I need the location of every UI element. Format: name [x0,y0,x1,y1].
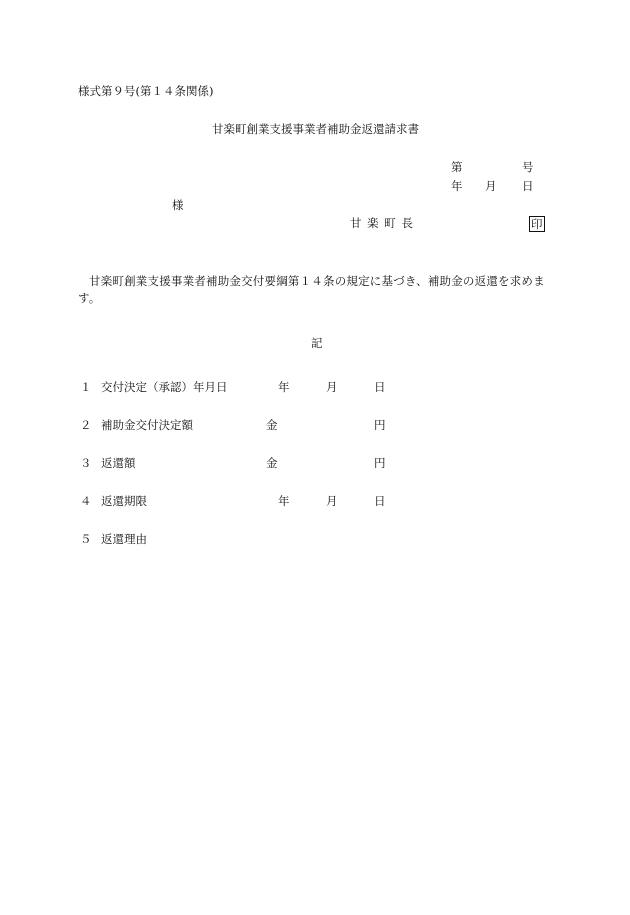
doc-number-prefix: 第 [451,160,463,174]
addressee-suffix: 様 [172,198,184,212]
item-2-number: ２ [80,418,92,432]
item-3-kin: 金 [266,456,278,470]
document-title: 甘楽町創業支援事業者補助金返還請求書 [212,122,419,136]
form-label: 様式第９号(第１４条関係) [78,84,214,98]
date-day: 日 [522,179,534,193]
item-1-year: 年 [278,380,290,394]
ki-heading: 記 [311,336,323,350]
item-4-label: 返還期限 [101,494,147,508]
item-5-label: 返還理由 [101,532,147,546]
issuer-name: 甘 楽 町 長 [350,216,414,230]
item-4-day: 日 [374,494,386,508]
item-2-yen: 円 [374,418,386,432]
date-month: 月 [485,179,497,193]
item-1-month: 月 [326,380,338,394]
date-year: 年 [451,179,463,193]
item-1-day: 日 [374,380,386,394]
seal-text: 印 [531,217,543,231]
body-paragraph: 甘楽町創業支援事業者補助金交付要綱第１４条の規定に基づき、補助金の返還を求めます。 [78,274,545,305]
item-3-yen: 円 [374,456,386,470]
item-2-label: 補助金交付決定額 [101,418,193,432]
item-4-month: 月 [326,494,338,508]
item-5-number: ５ [80,532,92,546]
item-1-number: １ [80,380,92,394]
item-4-year: 年 [278,494,290,508]
doc-number-suffix: 号 [522,160,534,174]
item-1-label: 交付決定（承認）年月日 [101,380,228,394]
item-4-number: ４ [80,494,92,508]
item-3-label: 返還額 [101,456,136,470]
item-3-number: ３ [80,456,92,470]
seal-mark [529,216,545,232]
item-2-kin: 金 [266,418,278,432]
